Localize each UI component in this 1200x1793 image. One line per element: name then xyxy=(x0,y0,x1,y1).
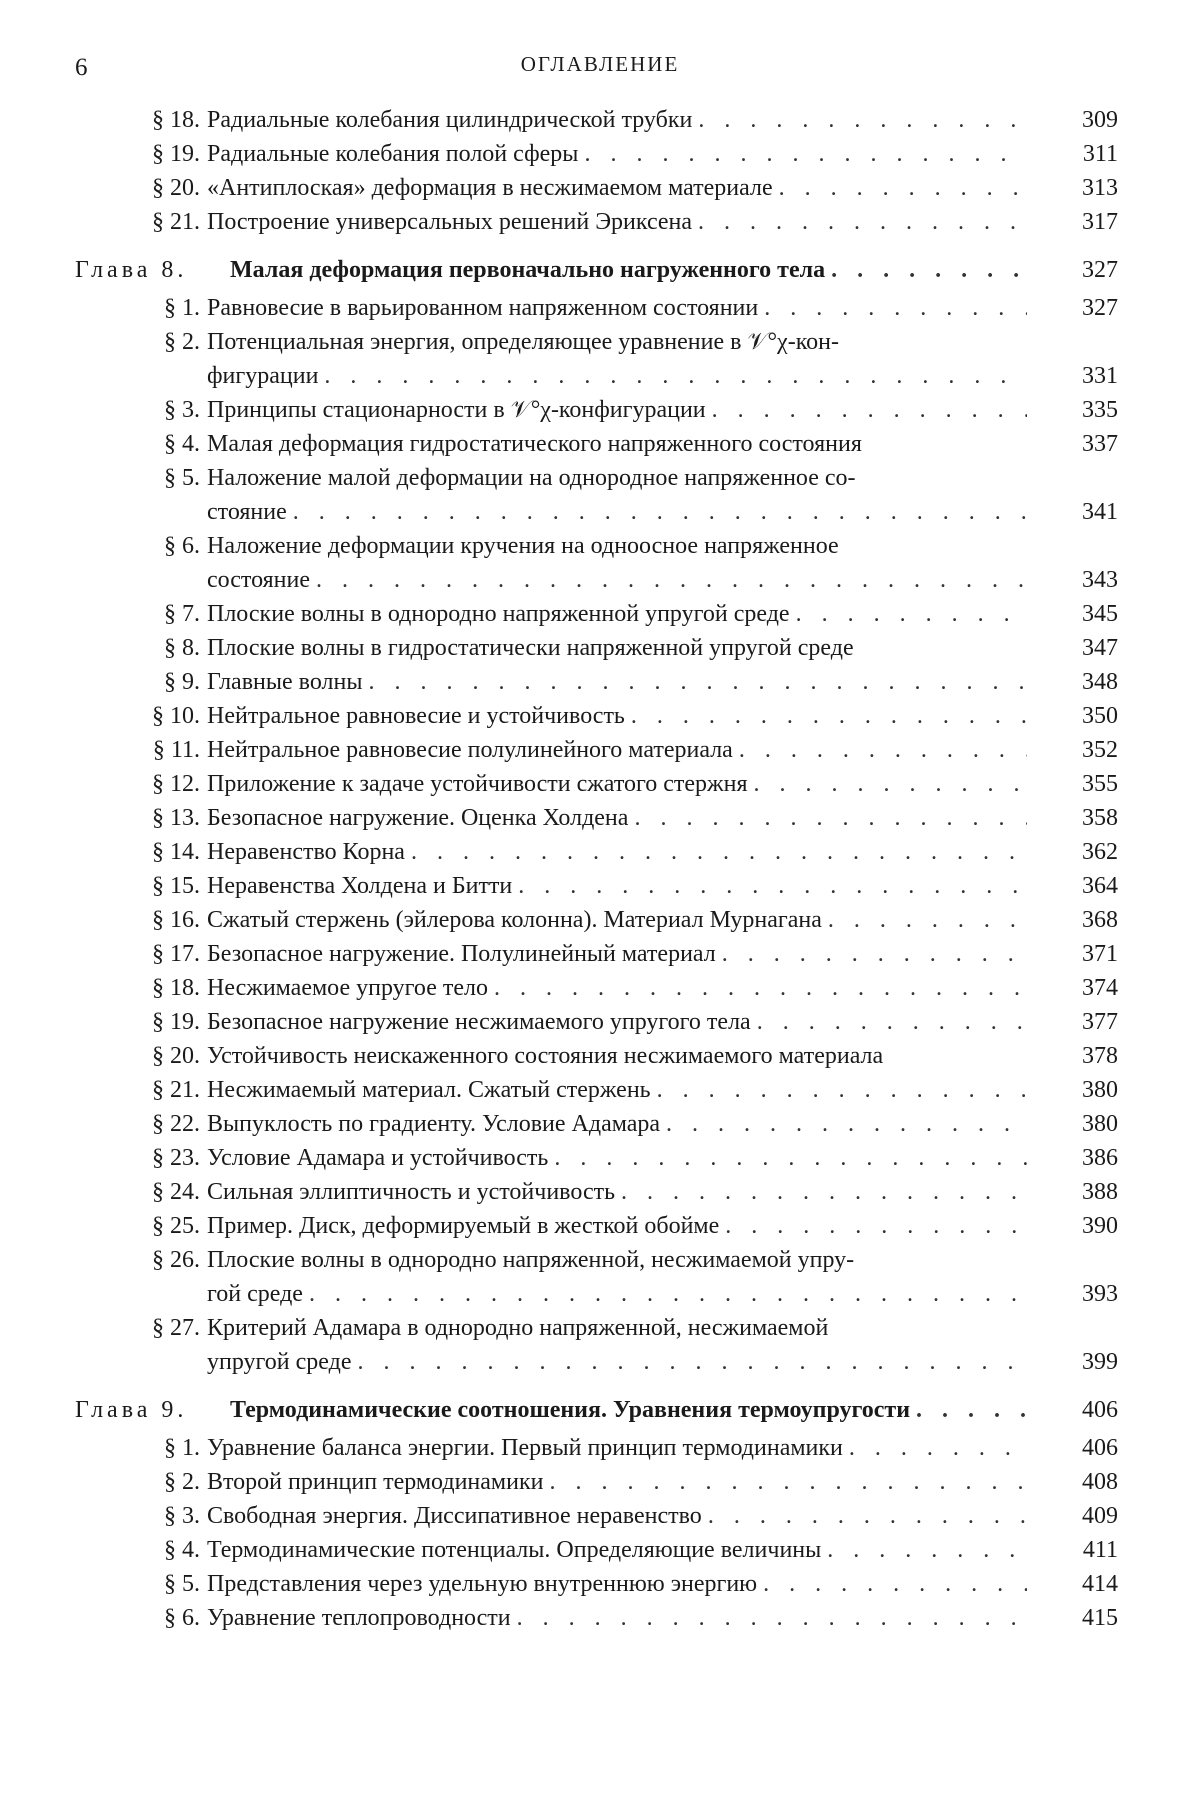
section-number: § 10. xyxy=(152,703,200,729)
title-line xyxy=(207,1533,1027,1567)
section-title xyxy=(207,767,1027,801)
page-ref: 378 xyxy=(1082,1043,1118,1069)
section-number: § 17. xyxy=(152,941,200,967)
title-text: «Антиплоская» деформация в несжимаемом материале xyxy=(207,175,773,201)
title-line xyxy=(207,1005,1027,1039)
page-number: 6 xyxy=(75,54,88,81)
title-text: Наложение малой деформации на однородное напряженное со- xyxy=(207,465,856,491)
title-line xyxy=(207,1175,1027,1209)
section-title xyxy=(207,427,1027,461)
title-text: Радиальные колебания цилиндрической трубки xyxy=(207,107,693,133)
title-line xyxy=(207,325,1027,359)
leader-dots xyxy=(849,1431,1027,1465)
page-ref: 409 xyxy=(1082,1503,1118,1529)
chapter-label: Глава 9. xyxy=(75,1397,188,1423)
section-number: § 19. xyxy=(152,141,200,167)
title-line xyxy=(230,253,1027,287)
leader-dots xyxy=(631,699,1027,733)
section-title xyxy=(207,1533,1027,1567)
chapter-title xyxy=(230,253,1027,287)
section-number: § 27. xyxy=(152,1315,200,1341)
chapter-title xyxy=(230,1393,1027,1427)
leader-dots xyxy=(357,1345,1027,1379)
title-line xyxy=(207,137,1027,171)
title-text: Потенциальная энергия, определяющее уравнение в 𝒱°χ-кон- xyxy=(207,329,839,355)
section-title xyxy=(207,1601,1027,1635)
section-number: § 9. xyxy=(164,669,200,695)
title-text: Главные волны xyxy=(207,669,363,695)
section-number: § 16. xyxy=(152,907,200,933)
leader-dots xyxy=(698,103,1027,137)
title-line xyxy=(207,1431,1027,1465)
title-line xyxy=(207,1277,1027,1311)
section-title xyxy=(207,325,1027,393)
leader-dots xyxy=(739,733,1027,767)
title-text: Выпуклость по градиенту. Условие Адамара xyxy=(207,1111,661,1137)
page-ref: 368 xyxy=(1082,907,1118,933)
title-text: Свободная энергия. Диссипативное неравенство xyxy=(207,1503,702,1529)
section-number: § 7. xyxy=(164,601,200,627)
title-line xyxy=(207,869,1027,903)
section-number: § 23. xyxy=(152,1145,200,1171)
section-title xyxy=(207,903,1027,937)
section-number: § 1. xyxy=(164,295,200,321)
title-line xyxy=(207,699,1027,733)
section-number: § 11. xyxy=(152,737,200,763)
section-title xyxy=(207,171,1027,205)
section-title xyxy=(207,1431,1027,1465)
page-ref: 309 xyxy=(1082,107,1118,133)
leader-dots xyxy=(796,597,1027,631)
page-ref: 414 xyxy=(1082,1571,1118,1597)
leader-dots xyxy=(549,1465,1027,1499)
section-title xyxy=(207,205,1027,239)
leader-dots xyxy=(518,869,1027,903)
page-ref: 393 xyxy=(1082,1281,1118,1307)
title-text: Представления через удельную внутреннюю энергию xyxy=(207,1571,758,1597)
title-line xyxy=(207,1141,1027,1175)
title-line xyxy=(207,1209,1027,1243)
title-line xyxy=(207,563,1027,597)
leader-dots xyxy=(708,1499,1027,1533)
title-text: Безопасное нагружение. Полулинейный материал xyxy=(207,941,716,967)
section-number: § 4. xyxy=(164,431,200,457)
title-line xyxy=(207,1243,1027,1277)
section-number: § 2. xyxy=(164,329,200,355)
section-title xyxy=(207,1005,1027,1039)
leader-dots xyxy=(757,1005,1027,1039)
section-number: § 14. xyxy=(152,839,200,865)
title-line xyxy=(207,767,1027,801)
section-title xyxy=(207,937,1027,971)
title-text: Плоские волны в однородно напряженной, несжимаемой упру- xyxy=(207,1247,855,1273)
title-text: Безопасное нагружение. Оценка Холдена xyxy=(207,805,629,831)
section-title xyxy=(207,1465,1027,1499)
section-title xyxy=(207,1499,1027,1533)
title-line xyxy=(207,801,1027,835)
title-text: стояние xyxy=(207,499,287,525)
title-line xyxy=(207,427,1027,461)
page-ref: 311 xyxy=(1082,141,1118,167)
page-ref: 352 xyxy=(1082,737,1118,763)
section-title xyxy=(207,665,1027,699)
section-title xyxy=(207,461,1027,529)
page-ref: 374 xyxy=(1082,975,1118,1001)
page-ref: 380 xyxy=(1082,1111,1118,1137)
page-ref: 386 xyxy=(1082,1145,1118,1171)
title-text: Сжатый стержень (эйлерова колонна). Материал Мурнагана xyxy=(207,907,822,933)
leader-dots xyxy=(831,253,1027,287)
section-title xyxy=(207,597,1027,631)
chapter-label: Глава 8. xyxy=(75,257,188,283)
page-ref: 327 xyxy=(1082,257,1118,283)
section-number: § 21. xyxy=(152,1077,200,1103)
page-header xyxy=(0,48,1200,88)
page-ref: 371 xyxy=(1082,941,1118,967)
page-ref: 355 xyxy=(1082,771,1118,797)
leader-dots xyxy=(368,665,1027,699)
title-line xyxy=(207,1107,1027,1141)
title-line xyxy=(207,597,1027,631)
leader-dots xyxy=(517,1601,1027,1635)
title-line xyxy=(207,103,1027,137)
section-number: § 22. xyxy=(152,1111,200,1137)
section-number: § 18. xyxy=(152,107,200,133)
leader-dots xyxy=(554,1141,1027,1175)
section-title xyxy=(207,1039,1027,1073)
section-title xyxy=(207,137,1027,171)
title-text: Сильная эллиптичность и устойчивость xyxy=(207,1179,616,1205)
title-line xyxy=(207,1345,1027,1379)
title-line xyxy=(207,205,1027,239)
title-text: Равновесие в варьированном напряженном состоянии xyxy=(207,295,759,321)
leader-dots xyxy=(725,1209,1027,1243)
page-ref: 350 xyxy=(1082,703,1118,729)
section-number: § 1. xyxy=(164,1435,200,1461)
section-number: § 6. xyxy=(164,1605,200,1631)
section-title xyxy=(207,835,1027,869)
section-title xyxy=(207,103,1027,137)
title-line xyxy=(207,1601,1027,1635)
title-text: упругой среде xyxy=(207,1349,352,1375)
title-text: Несжимаемое упругое тело xyxy=(207,975,488,1001)
title-text: состояние xyxy=(207,567,310,593)
leader-dots xyxy=(621,1175,1027,1209)
leader-dots xyxy=(584,137,1027,171)
page-ref: 341 xyxy=(1082,499,1118,525)
page-ref: 408 xyxy=(1082,1469,1118,1495)
page-ref: 362 xyxy=(1082,839,1118,865)
title-text: Устойчивость неискаженного состояния несжимаемого материала xyxy=(207,1043,884,1069)
section-title xyxy=(207,801,1027,835)
section-title xyxy=(207,1141,1027,1175)
title-text: Термодинамические соотношения. Уравнения термоупругости xyxy=(230,1397,911,1423)
page-ref: 348 xyxy=(1082,669,1118,695)
page-ref: 313 xyxy=(1082,175,1118,201)
title-line xyxy=(207,665,1027,699)
title-text: Неравенства Холдена и Битти xyxy=(207,873,513,899)
page-ref: 364 xyxy=(1082,873,1118,899)
title-line xyxy=(207,937,1027,971)
section-number: § 12. xyxy=(152,771,200,797)
title-line xyxy=(207,495,1027,529)
leader-dots xyxy=(764,291,1027,325)
page-ref: 380 xyxy=(1082,1077,1118,1103)
title-line xyxy=(207,1073,1027,1107)
section-title xyxy=(207,1243,1027,1311)
section-number: § 13. xyxy=(152,805,200,831)
section-title xyxy=(207,971,1027,1005)
section-number: § 6. xyxy=(164,533,200,559)
leader-dots xyxy=(754,767,1027,801)
title-text: Нейтральное равновесие полулинейного материала xyxy=(207,737,733,763)
section-number: § 21. xyxy=(152,209,200,235)
section-number: § 3. xyxy=(164,1503,200,1529)
title-line xyxy=(207,171,1027,205)
section-title xyxy=(207,733,1027,767)
leader-dots xyxy=(779,171,1027,205)
leader-dots xyxy=(916,1393,1027,1427)
title-text: Принципы стационарности в 𝒱°χ-конфигурации xyxy=(207,397,706,423)
running-title: ОГЛАВЛЕНИЕ xyxy=(520,52,680,76)
title-line xyxy=(207,291,1027,325)
section-title xyxy=(207,1175,1027,1209)
title-line xyxy=(207,461,1027,495)
title-text: Малая деформация гидростатического напряженного состояния xyxy=(207,431,862,457)
leader-dots xyxy=(316,563,1027,597)
leader-dots xyxy=(698,205,1027,239)
page-ref: 358 xyxy=(1082,805,1118,831)
title-text: Плоские волны в однородно напряженной упругой среде xyxy=(207,601,790,627)
section-title xyxy=(207,699,1027,733)
title-text: Уравнение баланса энергии. Первый принцип термодинамики xyxy=(207,1435,843,1461)
title-text: Критерий Адамара в однородно напряженной, несжимаемой xyxy=(207,1315,829,1341)
title-line xyxy=(207,835,1027,869)
title-text: Безопасное нагружение несжимаемого упругого тела xyxy=(207,1009,751,1035)
page-ref: 335 xyxy=(1082,397,1118,423)
page-ref: 345 xyxy=(1082,601,1118,627)
section-title xyxy=(207,1209,1027,1243)
page-ref: 343 xyxy=(1082,567,1118,593)
title-line xyxy=(207,903,1027,937)
page-ref: 406 xyxy=(1082,1397,1118,1423)
section-number: § 2. xyxy=(164,1469,200,1495)
title-line xyxy=(207,1039,1027,1073)
title-line xyxy=(207,1465,1027,1499)
section-number: § 3. xyxy=(164,397,200,423)
section-title xyxy=(207,1311,1027,1379)
title-line xyxy=(207,971,1027,1005)
section-number: § 4. xyxy=(164,1537,200,1563)
leader-dots xyxy=(827,1533,1027,1567)
leader-dots xyxy=(666,1107,1027,1141)
leader-dots xyxy=(763,1567,1027,1601)
title-line xyxy=(207,1567,1027,1601)
title-text: Приложение к задаче устойчивости сжатого стержня xyxy=(207,771,748,797)
page-ref: 317 xyxy=(1082,209,1118,235)
leader-dots xyxy=(494,971,1027,1005)
title-line xyxy=(207,529,1027,563)
page-ref: 347 xyxy=(1082,635,1118,661)
section-title xyxy=(207,529,1027,597)
title-text: Радиальные колебания полой сферы xyxy=(207,141,579,167)
page-ref: 388 xyxy=(1082,1179,1118,1205)
section-number: § 25. xyxy=(152,1213,200,1239)
leader-dots xyxy=(657,1073,1027,1107)
title-text: Несжимаемый материал. Сжатый стержень xyxy=(207,1077,651,1103)
page-ref: 406 xyxy=(1082,1435,1118,1461)
title-text: Условие Адамара и устойчивость xyxy=(207,1145,549,1171)
page-ref: 331 xyxy=(1082,363,1118,389)
leader-dots xyxy=(722,937,1027,971)
leader-dots xyxy=(293,495,1027,529)
title-text: Термодинамические потенциалы. Определяющие величины xyxy=(207,1537,822,1563)
section-title xyxy=(207,1073,1027,1107)
title-line xyxy=(207,359,1027,393)
leader-dots xyxy=(712,393,1027,427)
page-ref: 377 xyxy=(1082,1009,1118,1035)
leader-dots xyxy=(324,359,1027,393)
title-text: Уравнение теплопроводности xyxy=(207,1605,511,1631)
page-ref: 327 xyxy=(1082,295,1118,321)
section-title xyxy=(207,1107,1027,1141)
title-text: фигурации xyxy=(207,363,319,389)
title-text: Второй принцип термодинамики xyxy=(207,1469,544,1495)
title-line xyxy=(207,733,1027,767)
section-title xyxy=(207,393,1027,427)
section-number: § 5. xyxy=(164,465,200,491)
title-text: Наложение деформации кручения на одноосное напряженное xyxy=(207,533,839,559)
section-number: § 24. xyxy=(152,1179,200,1205)
section-number: § 26. xyxy=(152,1247,200,1273)
page-ref: 390 xyxy=(1082,1213,1118,1239)
title-text: гой среде xyxy=(207,1281,303,1307)
title-text: Построение универсальных решений Эриксена xyxy=(207,209,693,235)
title-text: Плоские волны в гидростатически напряженной упругой среде xyxy=(207,635,854,661)
section-number: § 8. xyxy=(164,635,200,661)
leader-dots xyxy=(634,801,1027,835)
leader-dots xyxy=(309,1277,1027,1311)
page-ref: 411 xyxy=(1082,1537,1118,1563)
section-title xyxy=(207,869,1027,903)
title-text: Неравенство Корна xyxy=(207,839,405,865)
title-line xyxy=(230,1393,1027,1427)
section-title xyxy=(207,631,1027,665)
leader-dots xyxy=(411,835,1027,869)
page-ref: 415 xyxy=(1082,1605,1118,1631)
page-ref: 399 xyxy=(1082,1349,1118,1375)
title-text: Нейтральное равновесие и устойчивость xyxy=(207,703,625,729)
title-line xyxy=(207,393,1027,427)
section-number: § 5. xyxy=(164,1571,200,1597)
section-title xyxy=(207,1567,1027,1601)
section-title xyxy=(207,291,1027,325)
leader-dots xyxy=(828,903,1027,937)
title-text: Пример. Диск, деформируемый в жесткой обойме xyxy=(207,1213,720,1239)
title-line xyxy=(207,631,1027,665)
section-number: § 20. xyxy=(152,1043,200,1069)
title-line xyxy=(207,1311,1027,1345)
page-ref: 337 xyxy=(1082,431,1118,457)
section-number: § 19. xyxy=(152,1009,200,1035)
section-number: § 20. xyxy=(152,175,200,201)
section-number: § 15. xyxy=(152,873,200,899)
section-number: § 18. xyxy=(152,975,200,1001)
title-text: Малая деформация первоначально нагруженного тела xyxy=(230,257,826,283)
title-line xyxy=(207,1499,1027,1533)
